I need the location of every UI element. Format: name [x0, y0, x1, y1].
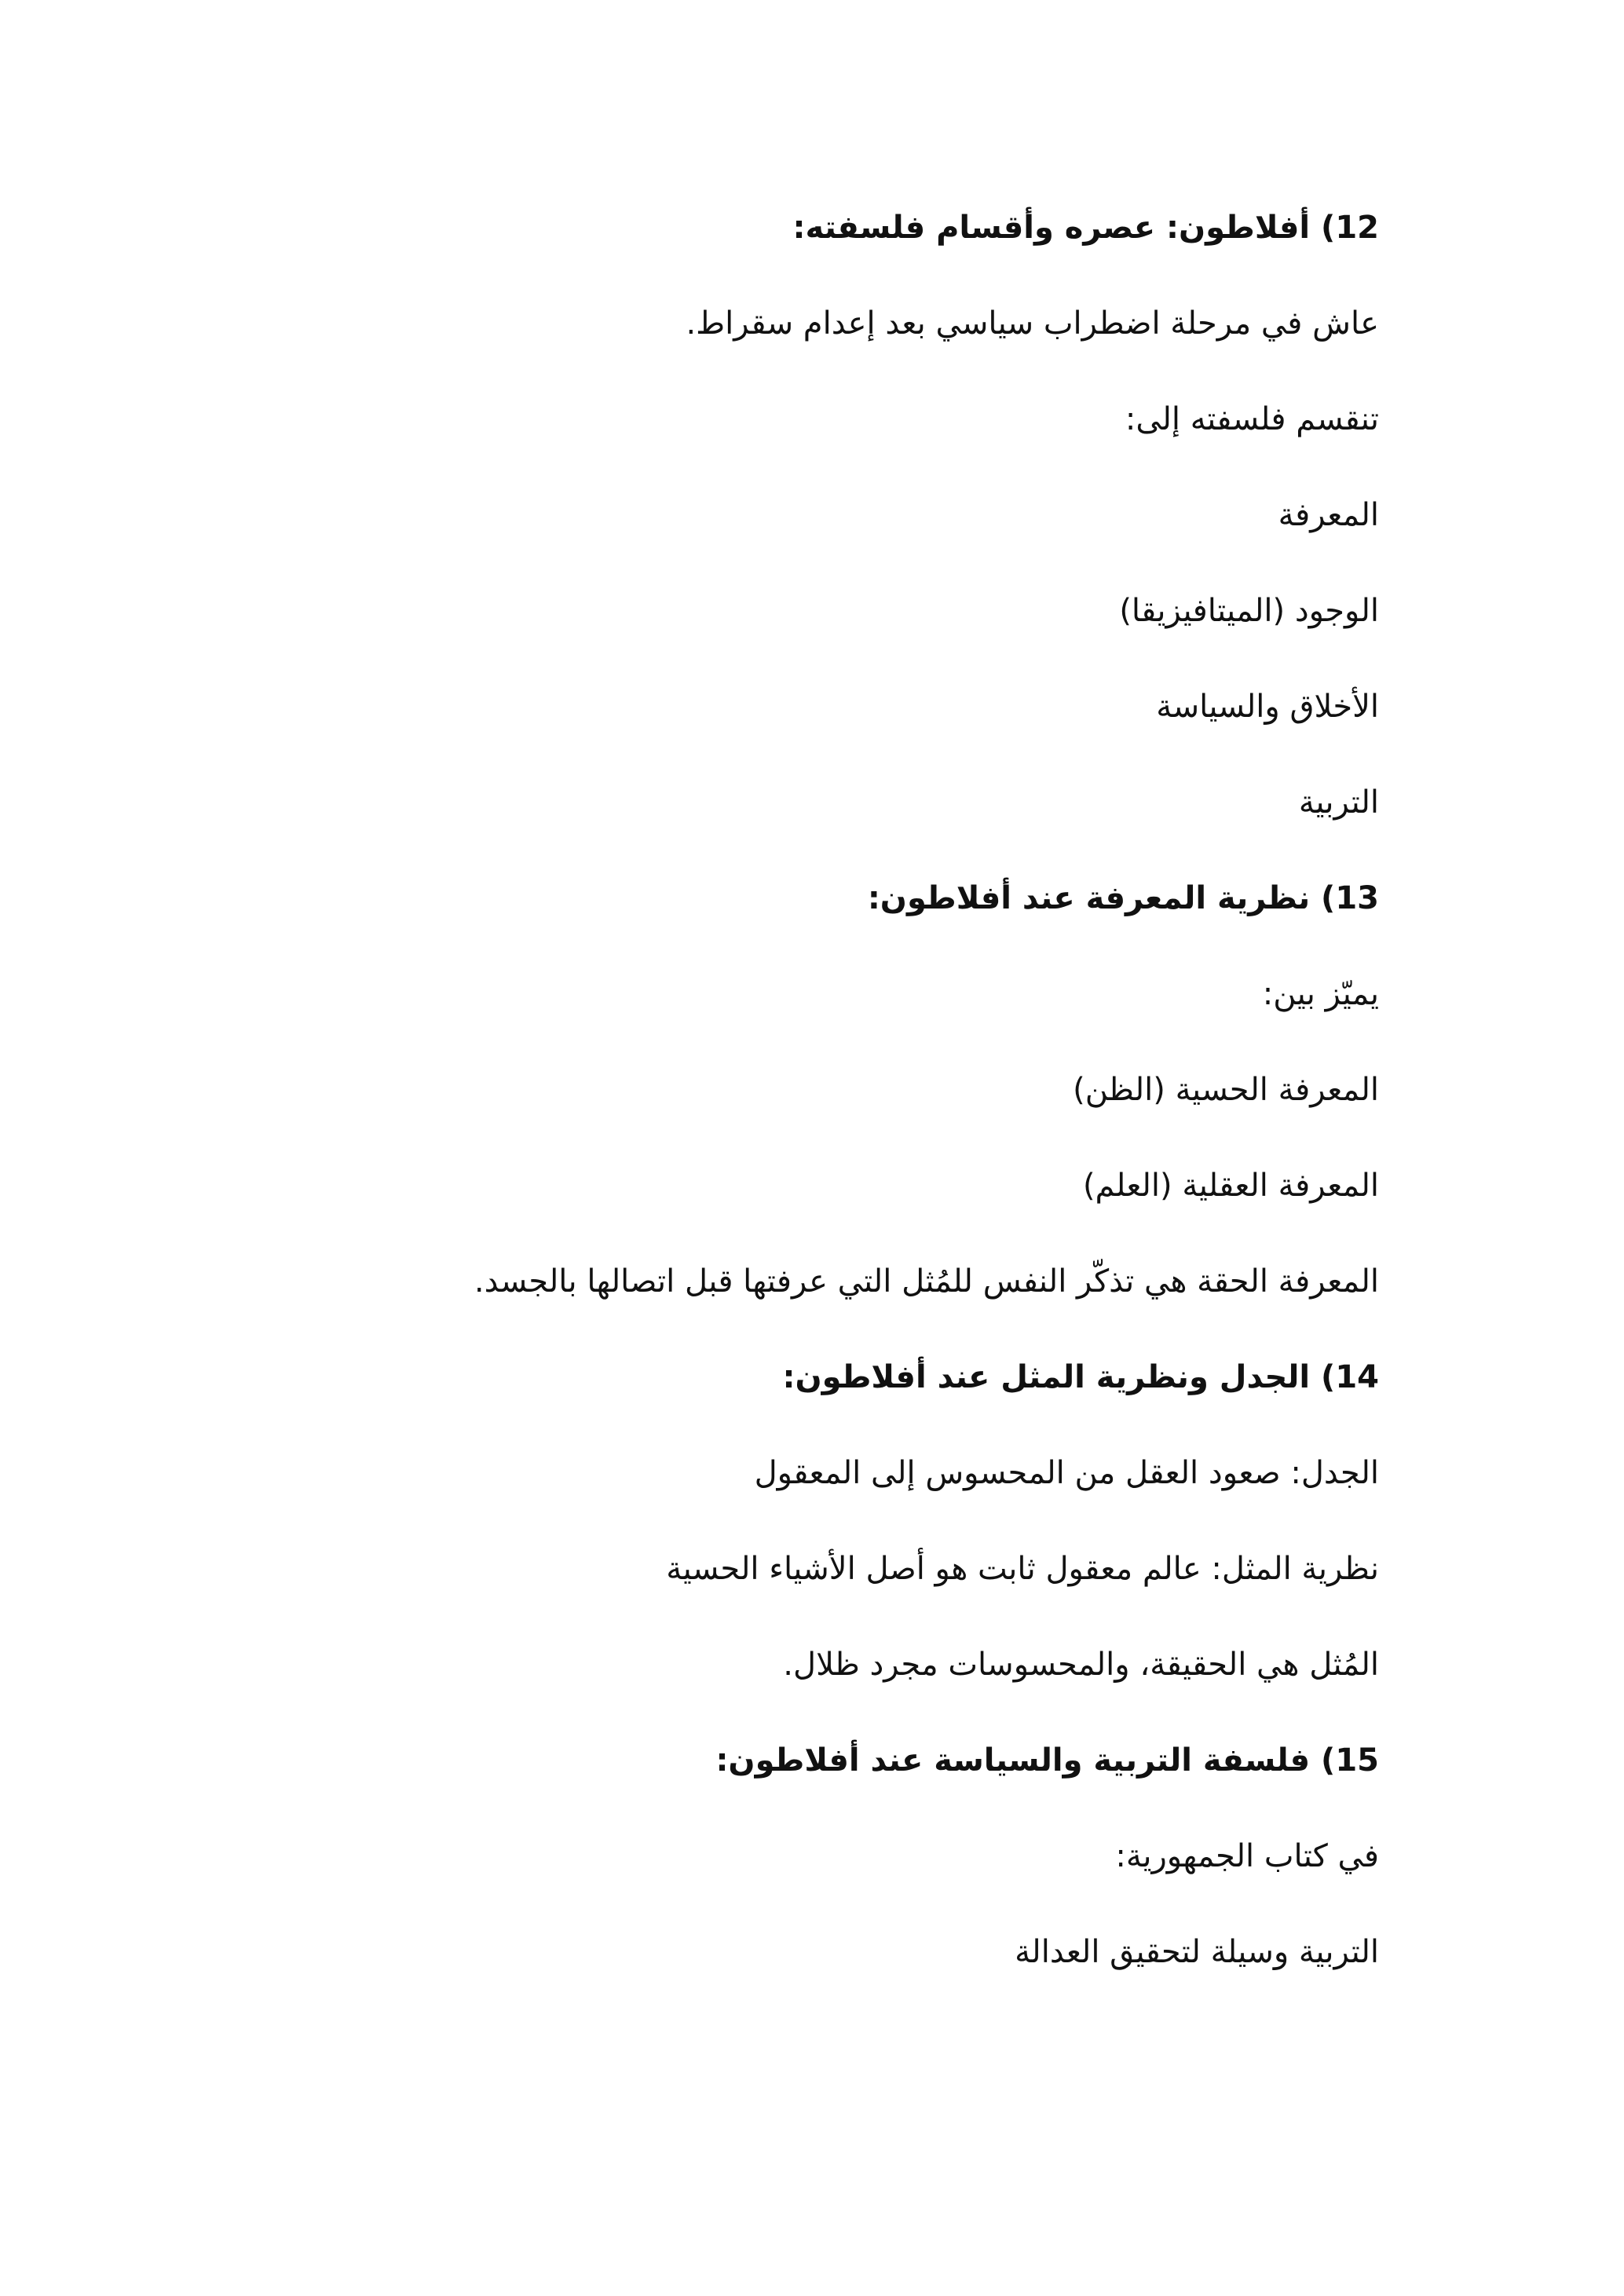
section-15-line-2: التربية وسيلة لتحقيق العدالة: [1015, 1934, 1379, 1970]
section-14-line-2: نظرية المثل: عالم معقول ثابت هو أصل الأشياء الحسية: [666, 1551, 1379, 1587]
section-12-line-3: المعرفة: [1278, 497, 1379, 533]
section-14-line-3: المُثل هي الحقيقة، والمحسوسات مجرد ظلال.: [783, 1647, 1379, 1683]
section-12-line-4: الوجود (الميتافيزيقا): [1119, 593, 1379, 629]
section-13-line-4: المعرفة الحقة هي تذكّر النفس للمُثل التي عرفتها قبل اتصالها بالجسد.: [474, 1263, 1379, 1300]
section-13-line-2: المعرفة الحسية (الظن): [1073, 1072, 1379, 1108]
section-12-line-6: التربية: [1298, 784, 1379, 821]
section-13-line-1: يميّز بين:: [1262, 976, 1379, 1012]
section-15-line-1: في كتاب الجمهورية:: [1115, 1838, 1379, 1874]
section-heading-14: 14) الجدل ونظرية المثل عند أفلاطون:: [782, 1359, 1379, 1395]
section-14-line-1: الجدل: صعود العقل من المحسوس إلى المعقول: [754, 1455, 1379, 1491]
section-heading-15: 15) فلسفة التربية والسياسة عند أفلاطون:: [715, 1742, 1379, 1779]
section-heading-13: 13) نظرية المعرفة عند أفلاطون:: [867, 880, 1379, 916]
section-12-line-2: تنقسم فلسفته إلى:: [1125, 401, 1379, 437]
section-heading-12: 12) أفلاطون: عصره وأقسام فلسفته:: [792, 210, 1379, 246]
section-12-line-1: عاش في مرحلة اضطراب سياسي بعد إعدام سقراط.: [686, 305, 1379, 342]
section-13-line-3: المعرفة العقلية (العلم): [1082, 1168, 1379, 1204]
section-12-line-5: الأخلاق والسياسة: [1156, 689, 1379, 725]
